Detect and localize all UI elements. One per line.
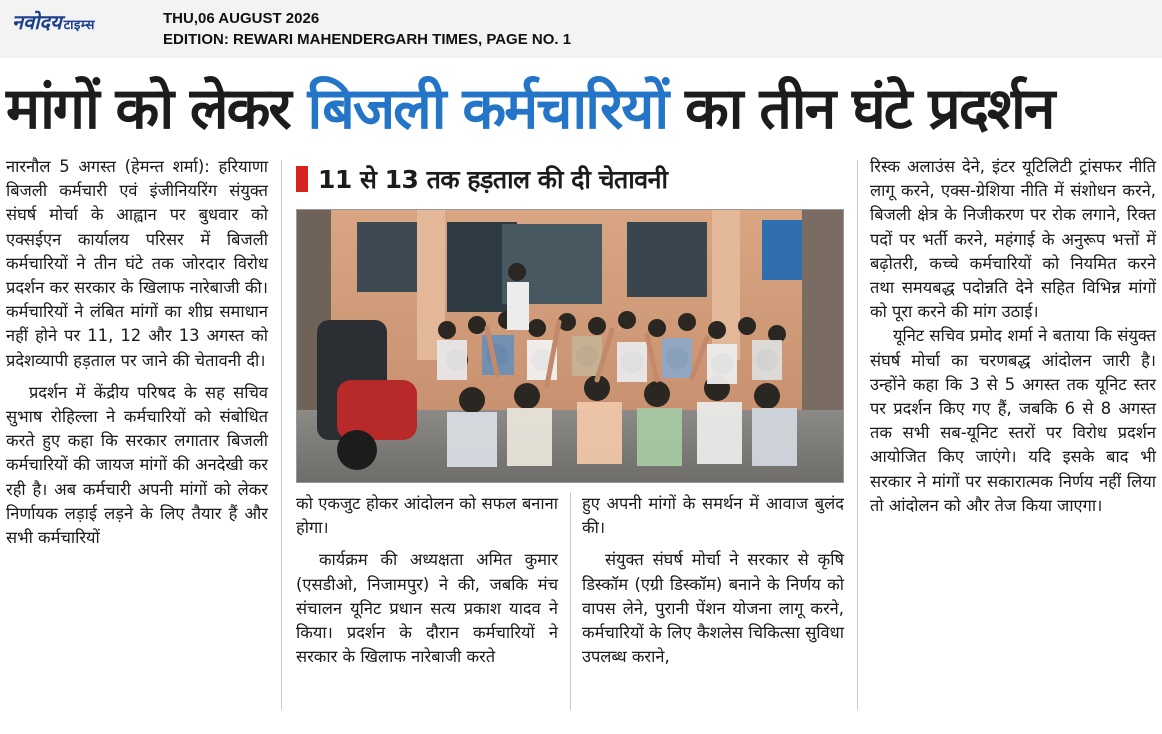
paragraph: हुए अपनी मांगों के समर्थन में आवाज बुलंद की। (582, 494, 844, 538)
article-column-1 (6, 155, 268, 550)
paragraph: संयुक्त संघर्ष मोर्चा ने सरकार से कृषि डिस्कॉम (एग्री डिस्कॉम) बनाने के निर्णय को वापस लेने, पुरानी पेंशन योजना लागू करने, कर्मचारियों के लिए कैशलेस चिकित्सा सुविधा उपलब्ध कराने, (582, 550, 844, 667)
logo-sub-text: टाइम्स (63, 18, 95, 33)
paragraph: रिस्क अलाउंस देने, इंटर यूटिलिटी ट्रांसफर नीति लागू करने, एक्स-ग्रेशिया नीति में संशोधन करने, बिजली क्षेत्र के निजीकरण पर रोक लगाने, रिक्त पदों पर भर्ती करने, महंगाई के अनुरूप भत्तों में बढ़ोतरी, कच्चे कर्मचारियों को नियमित करने तथा समयबद्ध पदोन्नति देने सहित विभिन्न मांगों को पूरा करने की मांग उठाई। (870, 157, 1156, 322)
article-headline (6, 64, 1156, 154)
protest-photo[interactable] (296, 209, 844, 483)
article-column-4 (870, 155, 1156, 518)
paragraph: नारनौल 5 अगस्त (हेमन्त शर्मा): हरियाणा बिजली कर्मचारी एवं इंजीनियरिंग संयुक्त संघर्ष मोर्चा के आह्वान पर बुधवार को एक्सईएन कार्यालय परिसर में बिजली कर्मचारियों ने तीन घंटे तक जोरदार विरोध प्रदर्शन कर सरकार के खिलाफ नारेबाजी की। कर्मचारियों ने लंबित मांगों का शीघ्र समाधान नहीं होने पर 11, 12 और 13 अगस्त को प्रदेशव्यापी हड़ताल पर जाने की चेतावनी दी। (6, 157, 268, 370)
article-column-2 (296, 492, 558, 669)
headline-part-1: मांगों को लेकर (6, 76, 308, 142)
subheadline-text: 11 से 13 तक हड़ताल की दी चेतावनी (318, 165, 668, 194)
edition-info (163, 8, 571, 50)
paragraph: को एकजुट होकर आंदोलन को सफल बनाना होगा। (296, 494, 558, 538)
subhead-marker-icon (296, 166, 308, 192)
paragraph: यूनिट सचिव प्रमोद शर्मा ने बताया कि संयुक्त संघर्ष मोर्चा का चरणबद्ध आंदोलन जारी है। उन्होंने कहा कि 3 से 5 अगस्त तक यूनिट स्तर पर प्रदर्शन किए गए हैं, जबकि 6 से 8 अगस्त तक सभी सब-यूनिट स्तरों पर विरोध प्रदर्शन आयोजित किए जाएंगे। यदि इसके बाद भी सरकार ने मांगों पर सकारात्मक निर्णय नहीं लिया तो आंदोलन को और तेज किया जाएगा। (870, 326, 1156, 515)
article-subheadline (296, 160, 667, 198)
article-column-3 (582, 492, 844, 669)
column-divider (570, 492, 571, 710)
paragraph: प्रदर्शन में केंद्रीय परिषद के सह सचिव सुभाष रोहिल्ला ने कर्मचारियों को संबोधित करते हुए कहा कि सरकार लगातार बिजली कर्मचारियों की जायज मांगों की अनदेखी कर रही है। अब कर्मचारी अपनी मांगों को लेकर निर्णायक लड़ाई लड़ने के लिए तैयार हैं और सभी कर्मचारियों (6, 382, 268, 548)
headline-highlight: बिजली कर्मचारियों (307, 76, 668, 142)
edition-line: EDITION: REWARI MAHENDERGARH TIMES, PAGE NO. 1 (163, 31, 572, 48)
newspaper-logo[interactable] (12, 8, 95, 34)
headline-part-2: का तीन घंटे प्रदर्शन (667, 76, 1054, 142)
logo-main-text: नवोदय (12, 10, 62, 34)
paragraph: कार्यक्रम की अध्यक्षता अमित कुमार (एसडीओ, निजामपुर) ने की, जबकि मंच संचालन यूनिट प्रधान सत्य प्रकाश यादव ने किया। प्रदर्शन के दौरान कर्मचारियों ने सरकार के खिलाफ नारेबाजी करते (296, 550, 558, 667)
masthead-bar (0, 0, 1162, 58)
column-divider (281, 160, 282, 710)
column-divider (857, 160, 858, 710)
date-line: THU,06 AUGUST 2026 (163, 10, 320, 27)
